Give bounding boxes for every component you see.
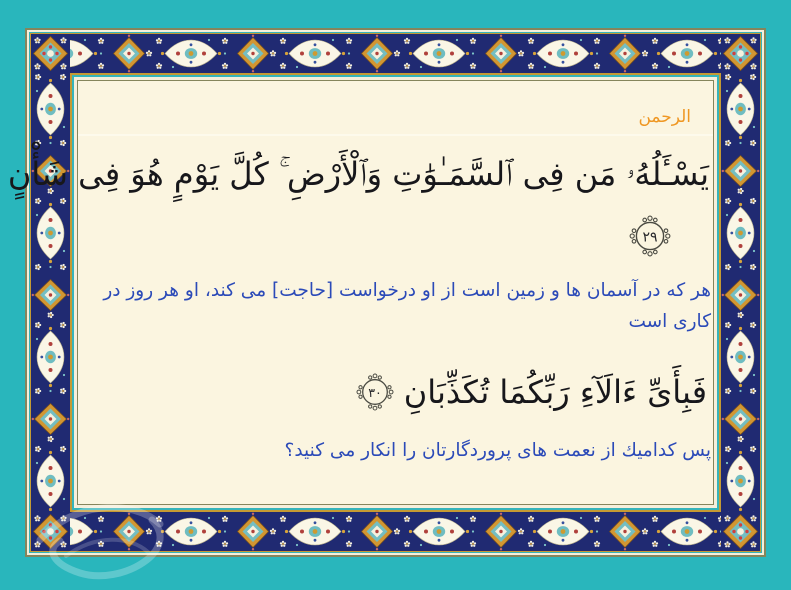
header-divider <box>78 134 713 136</box>
ayah-30-arabic: فَبِأَىِّ ءَالَآءِ رَبِّكُمَا تُكَذِّبَانِ <box>403 373 707 411</box>
verse-number-29: ٢٩ <box>642 229 658 246</box>
ayah-30-translation: پس كداميك از نعمت هاى پروردگارتان را انكار مى كنيد؟ <box>284 440 711 461</box>
ayah-29-translation: هر كه در آسمان ها و زمين است از او درخواست [حاجت] مى كند، او هر روز در كارى است <box>103 280 711 332</box>
ayah-29-arabic: يَسْـَٔلُهُۥ مَن فِى ٱلسَّمَـٰوَٰتِ وَٱلْأَرْضِ ۚ كُلَّ يَوْمٍ هُوَ فِى شَأْنٍ <box>7 155 709 193</box>
verse-number-30: ٣٠ <box>367 385 382 401</box>
ayah-30-number-medallion <box>356 371 394 429</box>
ayah-29-number-medallion <box>629 215 671 257</box>
content-area <box>7 81 713 504</box>
surah-title: الرحمن <box>638 107 691 127</box>
ayah-30-line <box>78 363 707 429</box>
